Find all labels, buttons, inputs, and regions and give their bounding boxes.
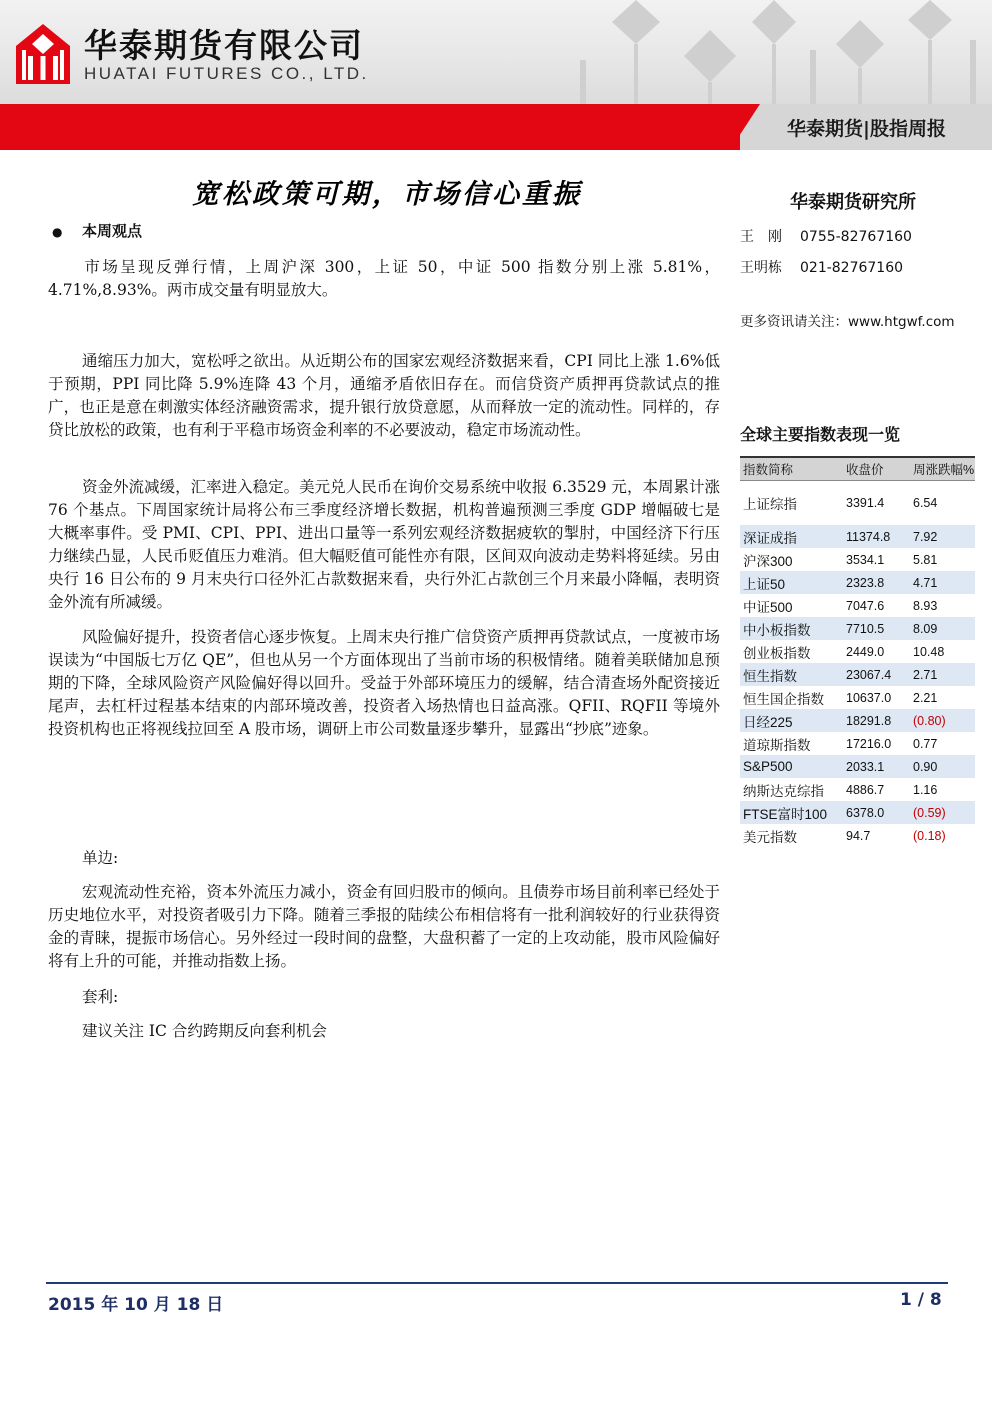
- index-close: 17216.0: [846, 736, 892, 751]
- index-close: 10637.0: [846, 690, 892, 705]
- index-change: 5.81: [913, 552, 938, 567]
- contact-phone: 0755-82767160: [800, 229, 912, 245]
- index-change: 1.16: [913, 782, 938, 797]
- index-table-title: 全球主要指数表现一览: [740, 425, 901, 444]
- index-change: (0.18): [913, 828, 946, 843]
- paragraph-arbitrage: 建议关注 IC 合约跨期反向套利机会: [82, 1022, 327, 1040]
- index-name: FTSE富时100: [740, 801, 843, 824]
- index-close: 94.7: [846, 828, 871, 843]
- report-date: 2015 年 10 月 18 日: [48, 1295, 224, 1315]
- index-name: 恒生指数: [740, 663, 843, 686]
- footer-divider: [46, 1282, 948, 1284]
- index-close: 2449.0: [846, 644, 885, 659]
- index-change: 6.54: [913, 496, 938, 510]
- contact-name: 王明栋: [740, 260, 782, 276]
- table-row: [740, 686, 975, 709]
- table-row: [740, 709, 975, 732]
- index-change: 4.71: [910, 571, 975, 594]
- bullet-icon: ●: [52, 225, 63, 239]
- table-row: [740, 617, 975, 640]
- header-decoration: [560, 0, 992, 104]
- index-name: 纳斯达克综指: [743, 783, 824, 799]
- document-title: 宽松政策可期，市场信心重振: [192, 179, 582, 210]
- index-close: 2033.1: [843, 755, 910, 778]
- table-row: [740, 778, 975, 801]
- contact-phone: 021-82767160: [800, 260, 904, 276]
- column-header-close: 收盘价: [843, 457, 910, 481]
- table-row: [740, 640, 975, 663]
- table-row: [740, 481, 975, 526]
- index-change: 10.48: [913, 644, 945, 659]
- index-change: (0.59): [910, 801, 975, 824]
- paragraph-capital-outflow: 资金外流减缓，汇率进入稳定。美元兑人民币在询价交易系统中收报 6.3529 元，本周累计涨 76 个基点。下周国家统计局将公布三季度经济增长数据，机构普遍预测三季度 GDP 增幅破七是大概率事件。受 PMI、CPI、PPI、进出口量等一系列宏观经济数据疲软的掣肘，中国经济下行压力继续凸显，人民币贬值压力难消。但大幅贬值可能性亦有限，区间双向波动走势料将延续。另由央行 16 日公布的 9 月末央行口径外汇占款数据来看，央行外汇占款创三个月来最小降幅，表明资金外流有所减缓。: [48, 478, 720, 611]
- index-name: 美元指数: [743, 829, 797, 845]
- index-close: 18291.8: [843, 709, 910, 732]
- index-name: S&P500: [740, 755, 843, 778]
- contact-row: [740, 257, 903, 277]
- index-change: 8.93: [913, 598, 938, 613]
- index-change: 0.77: [913, 736, 938, 751]
- table-row: [740, 801, 975, 824]
- more-info-link[interactable]: 更多资讯请关注：www.htgwf.com: [740, 314, 955, 330]
- table-row: [740, 594, 975, 617]
- index-change: 2.71: [910, 663, 975, 686]
- index-close: 3391.4: [846, 496, 885, 510]
- index-name: 沪深300: [743, 553, 793, 569]
- index-close: 23067.4: [843, 663, 910, 686]
- index-name: 日经225: [740, 709, 843, 732]
- index-change: 7.92: [910, 525, 975, 548]
- index-close: 3534.1: [846, 552, 885, 567]
- index-change: 0.90: [910, 755, 975, 778]
- index-change: 8.09: [910, 617, 975, 640]
- column-header-name: 指数简称: [740, 457, 843, 481]
- index-change: 2.21: [913, 690, 938, 705]
- report-type-tag: 华泰期货|股指周报: [787, 118, 946, 140]
- index-name: 上证综指: [743, 497, 797, 512]
- paragraph-risk-appetite: 风险偏好提升，投资者信心逐步恢复。上周末央行推广信贷资产质押再贷款试点，一度被市场误读为“中国版七万亿 QE”，但也从另一个方面体现出了当前市场的积极情绪。随着美联储加息预期的下降，全球风险资产风险偏好得以回升。受益于外部环境压力的缓解，结合清查场外配资接近尾声，去杠杆过程基本结束的内部环境改善，投资者入场热情也日益高涨。QFII、RQFII 等境外投资机构也正将视线拉回至 A 股市场，调研上市公司数量逐步攀升，显露出“抄底”迹象。: [48, 628, 720, 738]
- contact-name: 王 刚: [740, 229, 782, 245]
- index-close: 7710.5: [843, 617, 910, 640]
- paragraph-deflation: 通缩压力加大，宽松呼之欲出。从近期公布的国家宏观经济数据来看，CPI 同比上涨 1.6%低于预期，PPI 同比降 5.9%连降 43 个月，通缩矛盾依旧存在。而信贷资产质押再贷款试点的推广，也正是意在刺激实体经济融资需求，提升银行放贷意愿，从而释放一定的流动性。同样的，存贷比放松的政策，也有利于平稳市场资金利率的不必要波动，稳定市场流动性。: [48, 352, 720, 439]
- index-change: (0.80): [910, 709, 975, 732]
- table-header-row: [740, 457, 975, 481]
- index-close: 6378.0: [843, 801, 910, 824]
- index-close: 11374.8: [843, 525, 910, 548]
- paragraph-directional: 宏观流动性充裕，资本外流压力减小，资金有回归股市的倾向。且债券市场目前利率已经处于历史地位水平，对投资者吸引力下降。随着三季报的陆续公布相信将有一批利润较好的行业获得资金的青睐，提振市场信心。另外经过一段时间的盘整，大盘积蓄了一定的上攻动能，股市风险偏好将有上升的可能，并推动指数上扬。: [48, 883, 720, 970]
- page-number: 1 / 8: [900, 1290, 942, 1310]
- company-name-cn: 华泰期货有限公司: [84, 26, 364, 65]
- paragraph-directional-label: 单边:: [82, 849, 119, 867]
- table-row: [740, 571, 975, 594]
- index-close: 4886.7: [846, 782, 885, 797]
- table-row: [740, 824, 975, 847]
- huatai-logo-icon: [14, 22, 72, 86]
- index-name: 恒生国企指数: [743, 691, 824, 707]
- table-row: [740, 525, 975, 548]
- contact-row: [740, 226, 912, 246]
- section-heading: 本周观点: [82, 222, 143, 240]
- index-name: 道琼斯指数: [743, 737, 811, 753]
- index-name: 中小板指数: [740, 617, 843, 640]
- paragraph-market-summary: 市场呈现反弹行情，上周沪深 300，上证 50，中证 500 指数分别上涨 5.81%，4.71%,8.93%。两市成交量有明显放大。: [48, 258, 720, 299]
- table-row: [740, 548, 975, 571]
- global-index-table: [740, 456, 975, 847]
- index-close: 7047.6: [846, 598, 885, 613]
- paragraph-arbitrage-label: 套利:: [82, 988, 119, 1006]
- table-row: [740, 755, 975, 778]
- research-institute: 华泰期货研究所: [790, 192, 916, 213]
- index-name: 中证500: [743, 599, 793, 615]
- company-name-en: HUATAI FUTURES CO., LTD.: [84, 64, 369, 83]
- index-name: 上证50: [740, 571, 843, 594]
- table-row: [740, 732, 975, 755]
- table-row: [740, 663, 975, 686]
- index-name: 创业板指数: [743, 645, 811, 661]
- index-close: 2323.8: [843, 571, 910, 594]
- column-header-change: 周涨跌幅%: [910, 457, 975, 481]
- index-name: 深证成指: [740, 525, 843, 548]
